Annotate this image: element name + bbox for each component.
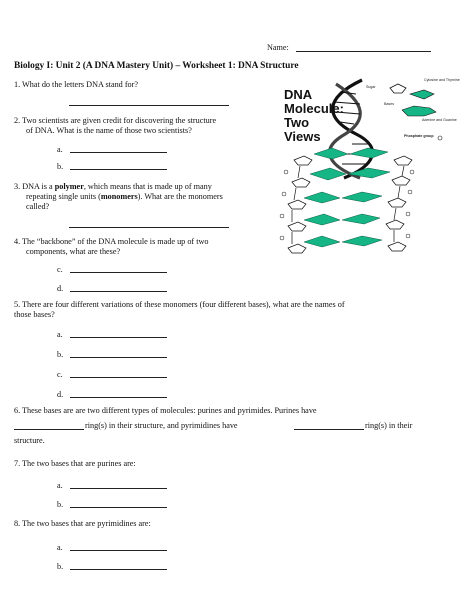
- answer-2b[interactable]: [70, 160, 167, 170]
- question-5-line1: 5. There are four different variations of these monomers (four different bases), what are the names of: [14, 300, 345, 309]
- q5-c-label: c.: [57, 370, 63, 379]
- worksheet-title: Biology I: Unit 2 (A DNA Mastery Unit) – Worksheet 1: DNA Structure: [14, 61, 299, 71]
- label-bases: Bases: [384, 102, 394, 106]
- q3-pre: 3. DNA is a: [14, 182, 55, 191]
- question-2-line1: 2. Two scientists are given credit for discovering the structure: [14, 116, 217, 125]
- question-6-line2-mid: ring(s) in their structure, and pyrimidines have: [85, 421, 238, 430]
- question-5-line2: those bases?: [14, 310, 55, 319]
- answer-2a[interactable]: [70, 143, 167, 153]
- q8-b-label: b.: [57, 562, 64, 571]
- answer-7a[interactable]: [70, 479, 167, 489]
- q5-a-label: a.: [57, 330, 63, 339]
- q3-bold-monomers: monomers: [100, 192, 138, 201]
- answer-6-pyrimidine-rings[interactable]: [294, 420, 364, 430]
- dna-figure: [264, 74, 464, 284]
- purine-base-icon: [402, 106, 436, 116]
- label-cytosine-thymine: Cytosine and Thymine: [424, 78, 460, 82]
- answer-5d[interactable]: [70, 388, 167, 398]
- helix-icon: [330, 80, 373, 178]
- answer-5c[interactable]: [70, 368, 167, 378]
- q5-b-label: b.: [57, 350, 64, 359]
- answer-5b[interactable]: [70, 348, 167, 358]
- answer-8a[interactable]: [70, 541, 167, 551]
- label-sugar: Sugar: [366, 85, 376, 89]
- question-1: 1. What do the letters DNA stand for?: [14, 80, 138, 89]
- answer-4c[interactable]: [70, 263, 167, 273]
- name-field[interactable]: [296, 42, 431, 52]
- question-6-line1: 6. These bases are are two different types of molecules: purines and pyrimides. Purines have: [14, 406, 317, 415]
- question-4-line2: components, what are these?: [26, 247, 121, 256]
- label-phosphate-group: Phosphate group: [404, 134, 434, 138]
- q2-a-label: a.: [57, 145, 63, 154]
- figure-heading-line: DNA: [284, 87, 313, 102]
- q3-line2-pre: repeating single units (: [26, 192, 101, 201]
- answer-3[interactable]: [69, 218, 229, 228]
- phosphate-icon: [438, 136, 442, 140]
- q3-bold-polymer: polymer: [54, 182, 84, 191]
- question-2-line2: of DNA. What is the name of those two scientists?: [26, 126, 192, 135]
- figure-heading-line: Molecule:: [284, 101, 344, 116]
- question-8: 8. The two bases that are pyrimidines are:: [14, 519, 151, 528]
- question-3-line2: [26, 192, 223, 203]
- answer-4d[interactable]: [70, 282, 167, 292]
- answer-7b[interactable]: [70, 498, 167, 508]
- name-label: Name:: [267, 43, 289, 52]
- answer-8b[interactable]: [70, 560, 167, 570]
- figure-heading-line: Two: [284, 115, 310, 130]
- answer-6-purine-rings[interactable]: [14, 420, 84, 430]
- dna-illustration: [264, 74, 464, 284]
- pyrimidine-base-icon: [410, 90, 434, 99]
- q7-a-label: a.: [57, 481, 63, 490]
- answer-5a[interactable]: [70, 328, 167, 338]
- sugar-icon: [390, 84, 406, 93]
- question-6-line2-end: ring(s) in their: [365, 421, 413, 430]
- q5-d-label: d.: [57, 390, 64, 399]
- question-4-line1: 4. The “backbone” of the DNA molecule is made up of two: [14, 237, 209, 246]
- label-adenine-guanine: Adenine and Guanine: [422, 118, 457, 122]
- q4-c-label: c.: [57, 265, 63, 274]
- question-3-line3: called?: [26, 202, 50, 211]
- answer-1[interactable]: [69, 96, 229, 106]
- q3-line2-post: ). What are the monomers: [137, 192, 223, 201]
- q7-b-label: b.: [57, 500, 64, 509]
- q2-b-label: b.: [57, 162, 64, 171]
- question-3-line1: [14, 182, 212, 193]
- figure-heading-line: Views: [284, 129, 321, 144]
- question-6-line3: structure.: [14, 436, 45, 445]
- question-7: 7. The two bases that are purines are:: [14, 459, 136, 468]
- q8-a-label: a.: [57, 543, 63, 552]
- q4-d-label: d.: [57, 284, 64, 293]
- q3-mid: , which means that is made up of many: [83, 182, 212, 191]
